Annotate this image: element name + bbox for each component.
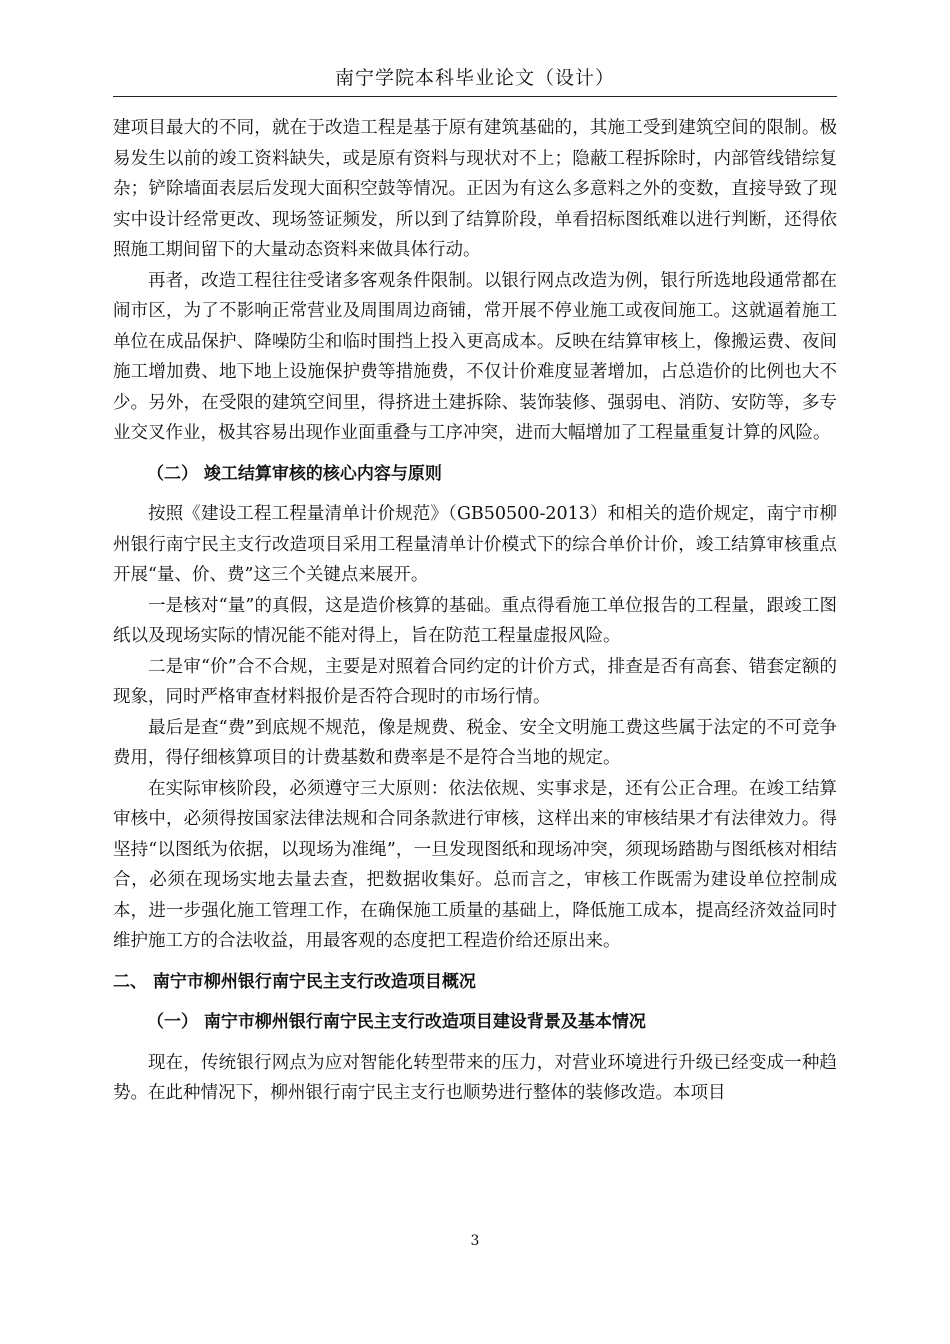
subsection-heading: （一） 南宁市柳州银行南宁民主支行改造项目建设背景及基本情况 (147, 1012, 646, 1032)
body-paragraph: 二是审“价”合不合规，主要是对照着合同约定的计价方式，排查是否有高套、错套定额的现象，同时严格审查材料报价是否符合现时的市场行情。 (113, 656, 837, 707)
page-body (113, 113, 837, 1109)
body-paragraph: 最后是查“费”到底规不规范，像是规费、税金、安全文明施工费这些属于法定的不可竞争费用，得仔细核算项目的计费基数和费率是不是符合当地的规定。 (113, 717, 837, 768)
body-paragraph: 按照《建设工程工程量清单计价规范》（GB50500-2013）和相关的造价规定，南宁市柳州银行南宁民主支行改造项目采用工程量清单计价模式下的综合单价计价，竣工结算审核重点开展“量、价、费”这三个关键点来展开。 (113, 504, 837, 585)
header-rule (113, 96, 837, 97)
running-header: 南宁学院本科毕业论文（设计） (334, 67, 615, 89)
section-heading: 二、 南宁市柳州银行南宁民主支行改造项目概况 (113, 971, 476, 992)
body-paragraph: 一是核对“量”的真假，这是造价核算的基础。重点得看施工单位报告的工程量，跟竣工图纸以及现场实际的情况能不能对得上，旨在防范工程量虚报风险。 (113, 595, 837, 646)
page-number: 3 (470, 1233, 480, 1249)
body-paragraph: 建项目最大的不同，就在于改造工程是基于原有建筑基础的，其施工受到建筑空间的限制。极易发生以前的竣工资料缺失，或是原有资料与现状对不上；隐蔽工程拆除时，内部管线错综复杂；铲除墙面表层后发现大面积空鼓等情况。正因为有这么多意料之外的变数，直接导致了现实中设计经常更改、现场签证频发，所以到了结算阶段，单看招标图纸难以进行判断，还得依照施工期间留下的大量动态资料来做具体行动。 (113, 118, 837, 260)
body-paragraph: 再者，改造工程往往受诸多客观条件限制。以银行网点改造为例，银行所选地段通常都在闹市区，为了不影响正常营业及周围周边商铺，常开展不停业施工或夜间施工。这就逼着施工单位在成品保护、降噪防尘和临时围挡上投入更高成本。反映在结算审核上，像搬运费、夜间施工增加费、地下地上设施保护费等措施费，不仅计价难度显著增加，占总造价的比例也大不少。另外，在受限的建筑空间里，得挤进土建拆除、装饰装修、强弱电、消防、安防等，多专业交叉作业，极其容易出现作业面重叠与工序冲突，进而大幅增加了工程量重复计算的风险。 (113, 270, 837, 443)
body-paragraph: 在实际审核阶段，必须遵守三大原则：依法依规、实事求是，还有公正合理。在竣工结算审核中，必须得按国家法律法规和合同条款进行审核，这样出来的审核结果才有法律效力。得坚持“以图纸为依据，以现场为准绳”，一旦发现图纸和现场冲突，须现场踏勘与图纸核对相结合，必须在现场实地去量去查，把数据收集好。总而言之，审核工作既需为建设单位控制成本，进一步强化施工管理工作，在确保施工质量的基础上，降低施工成本，提高经济效益同时维护施工方的合法收益，用最客观的态度把工程造价给还原出来。 (113, 778, 837, 951)
body-paragraph: 现在，传统银行网点为应对智能化转型带来的压力，对营业环境进行升级已经变成一种趋势。在此种情况下，柳州银行南宁民主支行也顺势进行整体的装修改造。本项目 (113, 1052, 837, 1103)
subsection-heading: （二） 竣工结算审核的核心内容与原则 (147, 463, 442, 484)
